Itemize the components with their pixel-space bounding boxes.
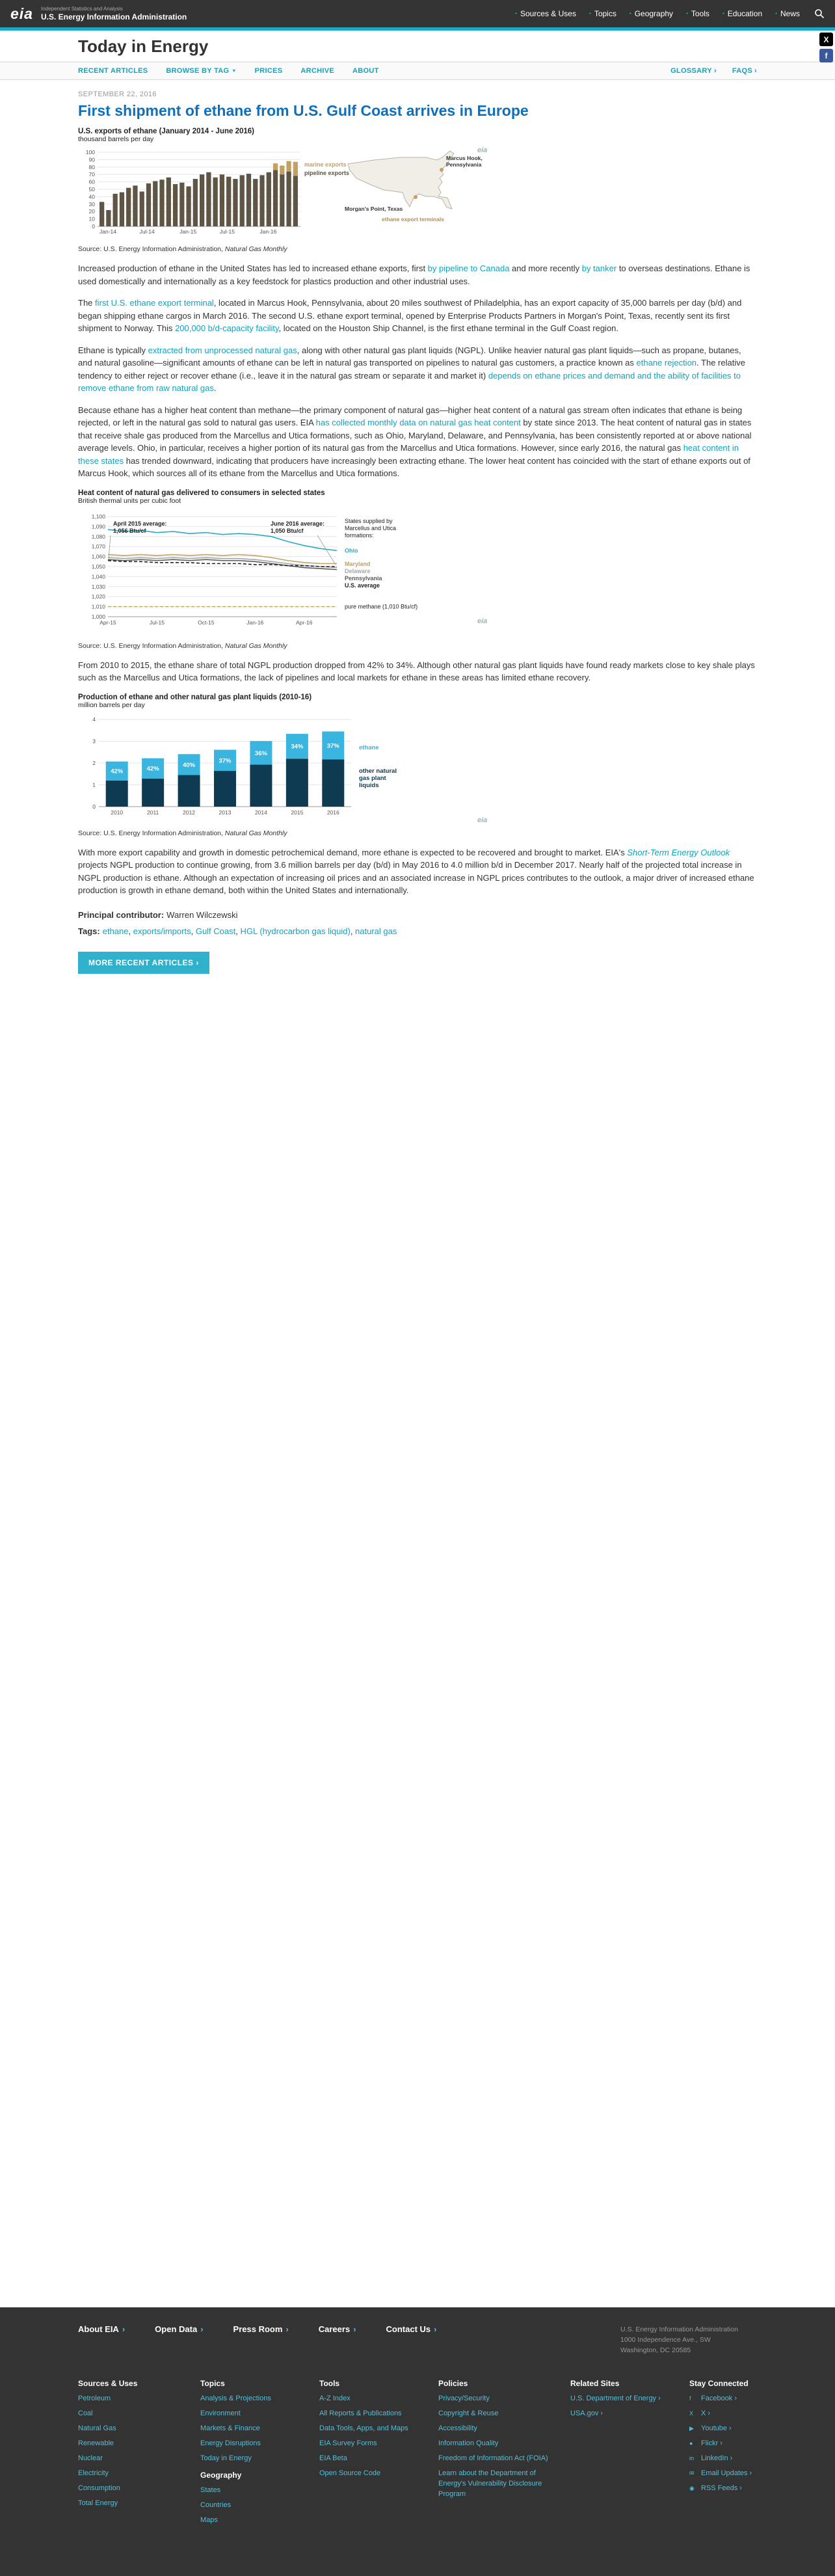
chevron-right-icon: › — [728, 2424, 732, 2433]
chart-source — [78, 642, 507, 650]
footer-link-facebook[interactable]: f Facebook › — [689, 2395, 737, 2403]
footer-col-heading: Related Sites — [570, 2379, 620, 2389]
header-nav-tools[interactable]: ▪ Tools — [686, 9, 709, 18]
footer-col-heading: Policies — [438, 2379, 468, 2389]
footer-link-freedom-of-information-act-foia[interactable]: Freedom of Information Act (FOIA) — [438, 2454, 548, 2463]
chevron-right-icon: › — [708, 2409, 711, 2418]
svg-text:42%: 42% — [111, 768, 124, 775]
footer-link-renewable[interactable]: Renewable — [78, 2439, 114, 2448]
svg-text:eia: eia — [477, 146, 488, 154]
footer-col-heading: Topics — [200, 2379, 225, 2389]
footer-link-press-room[interactable]: Press Room › — [233, 2324, 289, 2334]
svg-text:ethane export terminals: ethane export terminals — [382, 216, 444, 222]
chevron-right-icon: › — [713, 67, 717, 75]
svg-text:2013: 2013 — [219, 809, 232, 816]
tag-link-gulf-coast[interactable]: Gulf Coast — [195, 926, 236, 936]
footer-link-privacy-security[interactable]: Privacy/Security — [438, 2395, 490, 2403]
svg-text:2014: 2014 — [254, 809, 267, 816]
text-run: to overseas destinations. Ethane is used domestically and internationally as a key feedstock for plastics production and other industrial uses. — [78, 263, 750, 286]
text-run: by state since 2013. The heat content of natural gas in states that receive shale gas produced from the Marcellus and Utica formations, such as Ohio, Maryland, Delaware, and Pennsylvania, has been consistently reported at or above national average levels. Ohio, in particular, receives a higher portion of its natural gas from the Marcellus and Utica formations. However, since early 2016, the natural gas — [78, 418, 752, 453]
svg-text:Jan-16: Jan-16 — [259, 228, 277, 235]
svg-text:April 2015 average:: April 2015 average: — [113, 520, 167, 527]
footer-columns — [78, 2379, 757, 2530]
footer-col-related-sites — [570, 2379, 678, 2530]
footer-col-tools — [319, 2379, 427, 2530]
svg-text:U.S. average: U.S. average — [345, 582, 380, 589]
svg-text:2015: 2015 — [291, 809, 304, 816]
svg-text:70: 70 — [88, 171, 95, 178]
svg-text:2: 2 — [92, 759, 96, 766]
svg-text:1,030: 1,030 — [91, 583, 105, 590]
svg-text:pipeline exports: pipeline exports — [304, 170, 350, 176]
figure-ethane-exports — [78, 127, 507, 253]
svg-text:30: 30 — [88, 200, 95, 208]
footer-link-environment[interactable]: Environment — [200, 2409, 241, 2418]
banner — [0, 31, 835, 62]
text-run: Source: U.S. Energy Information Administration, — [78, 829, 225, 837]
inline-link[interactable]: by tanker — [581, 263, 617, 273]
nav-bullet-icon: ▪ — [775, 10, 777, 16]
footer-col-subheading: Geography — [200, 2470, 242, 2480]
chart-subtitle: million barrels per day — [78, 701, 145, 709]
chart-svg — [78, 710, 499, 827]
footer-link-consumption[interactable]: Consumption — [78, 2484, 120, 2492]
svg-text:Jan-14: Jan-14 — [99, 228, 116, 235]
nav-bullet-icon: ▪ — [686, 10, 688, 16]
inline-link[interactable]: ethane rejection — [636, 358, 697, 368]
svg-text:Pennsylvania: Pennsylvania — [345, 574, 382, 582]
footer-link-information-quality[interactable]: Information Quality — [438, 2439, 499, 2448]
tag-link-exports-imports[interactable]: exports/imports — [133, 926, 191, 936]
svg-text:1,080: 1,080 — [91, 533, 105, 540]
svg-text:Maryland: Maryland — [345, 560, 371, 567]
svg-text:10: 10 — [88, 215, 95, 222]
inline-link[interactable]: has collected monthly data on natural gas heat content — [315, 418, 521, 427]
svg-text:marine exports: marine exports — [304, 161, 347, 168]
footer-col-heading: Sources & Uses — [78, 2379, 138, 2389]
footer-link-total-energy[interactable]: Total Energy — [78, 2499, 118, 2507]
svg-text:37%: 37% — [326, 742, 339, 749]
text-run: and more recently — [509, 263, 582, 273]
figure-heat-content — [78, 489, 507, 650]
svg-text:2012: 2012 — [183, 809, 196, 816]
svg-text:formations:: formations: — [345, 531, 374, 539]
footer-link-states[interactable]: States — [200, 2486, 221, 2494]
svg-text:Jul-15: Jul-15 — [219, 228, 235, 235]
footer-link-about-eia[interactable]: About EIA › — [78, 2324, 126, 2334]
email-icon: ✉ — [689, 2469, 695, 2476]
footer-link-energy-disruptions[interactable]: Energy Disruptions — [200, 2439, 261, 2448]
inline-link[interactable]: by pipeline to Canada — [427, 263, 510, 273]
logo-tagline: Independent Statistics and Analysis — [40, 6, 123, 12]
svg-text:Jul-14: Jul-14 — [139, 228, 155, 235]
chevron-right-icon: › — [434, 2324, 437, 2334]
svg-text:0: 0 — [92, 803, 96, 810]
footer-link-petroleum[interactable]: Petroleum — [78, 2395, 111, 2403]
svg-text:Apr-16: Apr-16 — [295, 619, 313, 626]
article-paragraph — [78, 846, 757, 897]
article-paragraph — [78, 344, 757, 395]
footer-link-careers[interactable]: Careers › — [318, 2324, 356, 2334]
tag-link-ethane[interactable]: ethane — [102, 926, 129, 936]
header-nav — [515, 9, 800, 18]
article — [78, 80, 757, 974]
footer-link-countries[interactable]: Countries — [200, 2501, 232, 2509]
chart-svg — [78, 506, 499, 640]
svg-text:1,090: 1,090 — [91, 522, 105, 530]
svg-text:Marcus Hook,: Marcus Hook, — [446, 155, 483, 161]
svg-text:90: 90 — [88, 156, 95, 163]
chevron-right-icon: › — [754, 67, 757, 75]
footer-link-email-updates[interactable]: ✉ Email Updates › — [689, 2469, 752, 2477]
tag-link-natural-gas[interactable]: natural gas — [355, 926, 397, 936]
ethane-exports-chart[interactable] — [78, 144, 507, 243]
chevron-right-icon: › — [730, 2454, 733, 2463]
text-run: , located on the Houston Ship Channel, is the first ethane terminal in the Gulf Coast region. — [278, 323, 619, 333]
contributor-row — [78, 910, 757, 920]
facebook-share-icon[interactable]: f — [819, 49, 833, 62]
chevron-right-icon: › — [739, 2484, 742, 2492]
text-run: . — [213, 383, 217, 393]
svg-text:1,000: 1,000 — [91, 613, 105, 620]
chart-source — [78, 829, 507, 837]
footer-address — [620, 2324, 757, 2356]
search-icon[interactable] — [814, 8, 825, 19]
contributor-label: Principal contributor: — [78, 909, 165, 920]
tags-label: Tags: — [78, 926, 100, 936]
svg-text:Delaware: Delaware — [345, 567, 371, 574]
subnav-faqs[interactable]: FAQS › — [732, 67, 757, 75]
site-section-title: Today in Energy — [78, 36, 209, 56]
x-icon: X — [689, 2410, 694, 2417]
text-run: With more export capability and growth in domestic petrochemical demand, more ethane is expected to be recovered and brought to market. EIA's — [78, 847, 628, 857]
svg-text:0: 0 — [92, 223, 95, 230]
site-header — [0, 0, 835, 27]
subnav-browse-by-tag[interactable]: BROWSE BY TAG ▼ — [166, 67, 237, 75]
header-nav-news[interactable]: ▪ News — [775, 9, 800, 18]
inline-link[interactable]: first U.S. ethane export terminal — [95, 298, 214, 308]
header-nav-geography[interactable]: ▪ Geography — [629, 9, 674, 18]
footer-link-analysis-projections[interactable]: Analysis & Projections — [200, 2395, 271, 2403]
chart-subtitle: British thermal units per cubic foot — [78, 496, 181, 505]
nav-bullet-icon: ▪ — [629, 10, 631, 16]
svg-text:June 2016 average:: June 2016 average: — [271, 520, 325, 527]
subnav-recent-articles[interactable]: RECENT ARTICLES — [78, 67, 148, 75]
spacer — [0, 974, 835, 2307]
contributor-name: Warren Wilczewski — [166, 909, 238, 920]
nav-bullet-icon: ▪ — [722, 10, 724, 16]
tags-list: ethane, exports/imports, Gulf Coast, HGL (hydrocarbon gas liquid), natural gas — [102, 926, 397, 936]
text-run: has trended downward, indicating that producers have increasingly been extracting ethane. The lower heat content has coincided with the start of ethane exports out of Marcus Hook, which sources all of its ethane from the Marcellus and Utica formations. — [78, 455, 750, 478]
svg-text:eia: eia — [477, 617, 488, 625]
address-line: Washington, DC 20585 — [620, 2346, 691, 2355]
svg-text:1,056 Btu/cf: 1,056 Btu/cf — [113, 527, 146, 534]
eia-logo[interactable] — [10, 5, 187, 23]
inline-link[interactable]: Short-Term Energy Outlook — [627, 847, 730, 857]
svg-text:ethane: ethane — [359, 744, 379, 751]
svg-text:Marcellus and Utica: Marcellus and Utica — [345, 524, 397, 531]
svg-text:1,020: 1,020 — [91, 593, 105, 600]
svg-text:Jul-15: Jul-15 — [149, 619, 165, 626]
footer-link-linkedin[interactable]: in LinkedIn › — [689, 2454, 733, 2463]
text-run: . The relative tendency to either reject or recover ethane (i.e., leave it in the natural gas stream or separate it and market it) — [78, 358, 745, 381]
footer-link-x[interactable]: X X › — [689, 2409, 711, 2418]
footer-link-contact-us[interactable]: Contact Us › — [386, 2324, 437, 2334]
svg-text:liquids: liquids — [359, 781, 379, 789]
footer-link-natural-gas[interactable]: Natural Gas — [78, 2424, 116, 2433]
subnav-glossary[interactable]: GLOSSARY › — [670, 67, 717, 75]
nav-bullet-icon: ▪ — [515, 10, 517, 16]
chevron-right-icon: › — [658, 2395, 661, 2403]
svg-text:1,050: 1,050 — [91, 563, 105, 570]
svg-text:80: 80 — [88, 163, 95, 170]
rss-icon: ◉ — [689, 2484, 695, 2491]
heat-content-chart[interactable] — [78, 506, 507, 640]
nav-bullet-icon: ▪ — [589, 10, 591, 16]
footer-link-copyright-reuse[interactable]: Copyright & Reuse — [438, 2409, 499, 2418]
chart-title: U.S. exports of ethane (January 2014 - June 2016) — [78, 127, 254, 135]
address-line: 1000 Independence Ave., SW — [620, 2335, 711, 2344]
logo-captions — [41, 6, 187, 21]
chart-source — [78, 245, 507, 253]
svg-text:Jan-16: Jan-16 — [246, 619, 264, 626]
svg-text:Pennsylvania: Pennsylvania — [446, 161, 482, 168]
address-line: U.S. Energy Information Administration — [620, 2325, 738, 2333]
flickr-icon: ● — [689, 2440, 693, 2447]
youtube-icon: ▶ — [689, 2425, 694, 2432]
svg-text:Jan-15: Jan-15 — [179, 228, 197, 235]
svg-text:1,100: 1,100 — [91, 513, 105, 520]
article-paragraph — [78, 297, 757, 335]
chevron-right-icon: › — [600, 2409, 603, 2418]
footer-link-u-s-department-of-energy[interactable]: U.S. Department of Energy › — [570, 2395, 661, 2403]
svg-text:60: 60 — [88, 178, 95, 185]
figure-ngpl-production — [78, 693, 507, 837]
svg-text:20: 20 — [88, 208, 95, 215]
facebook-icon: f — [689, 2395, 691, 2402]
subnav-right — [670, 67, 757, 75]
text-run: Source: U.S. Energy Information Administration, — [78, 245, 225, 253]
chevron-right-icon: › — [122, 2324, 126, 2334]
footer-link-maps[interactable]: Maps — [200, 2516, 218, 2524]
footer-col-topics — [200, 2379, 308, 2530]
text-run: Natural Gas Monthly — [224, 829, 287, 837]
chart-title: Heat content of natural gas delivered to consumers in selected states — [78, 489, 325, 497]
subnav-about[interactable]: ABOUT — [352, 67, 379, 75]
text-run: , along with other natural gas plant liquids (NGPL). Unlike heavier natural gas plant liquids—such as propane, butanes, and natural gasoline—significant amounts of ethane can be left in natural gas transported on pipelines to natural gas customers, a practice known as — [78, 345, 741, 368]
text-run: Natural Gas Monthly — [224, 641, 287, 650]
header-nav-education[interactable]: ▪ Education — [722, 9, 763, 18]
article-paragraph — [78, 404, 757, 480]
svg-text:2011: 2011 — [147, 809, 159, 816]
tags-row — [78, 926, 757, 936]
text-run: Natural Gas Monthly — [224, 245, 287, 253]
footer-link-a-z-index[interactable]: A-Z Index — [319, 2395, 351, 2403]
article-paragraph — [78, 659, 757, 684]
footer-link-eia-beta[interactable]: EIA Beta — [319, 2454, 347, 2463]
eia-logo-text: eia — [10, 5, 33, 22]
svg-text:4: 4 — [92, 716, 96, 723]
footer-link-markets-finance[interactable]: Markets & Finance — [200, 2424, 260, 2433]
svg-text:1: 1 — [92, 781, 96, 788]
inline-link[interactable]: 200,000 b/d-capacity facility — [175, 323, 279, 333]
chevron-right-icon: › — [285, 2324, 289, 2334]
svg-text:42%: 42% — [146, 765, 159, 773]
inline-link[interactable]: depends on ethane prices and demand and the ability of facilities to remove ethane from raw natural gas — [78, 370, 741, 393]
footer-link-data-tools-apps-and-maps[interactable]: Data Tools, Apps, and Maps — [319, 2424, 408, 2433]
footer-col-policies — [438, 2379, 559, 2530]
footer-col-sources-uses — [78, 2379, 189, 2530]
article-paragraph — [78, 262, 757, 288]
footer-link-today-in-energy[interactable]: Today in Energy — [200, 2454, 252, 2463]
svg-text:pure methane (1,010 Btu/cf): pure methane (1,010 Btu/cf) — [345, 603, 418, 610]
linkedin-icon: in — [689, 2455, 695, 2462]
footer-link-electricity[interactable]: Electricity — [78, 2469, 109, 2477]
svg-text:1,070: 1,070 — [91, 543, 105, 550]
svg-text:Apr-15: Apr-15 — [99, 619, 116, 626]
svg-text:Ohio: Ohio — [345, 546, 358, 554]
x-share-icon[interactable]: X — [819, 33, 833, 46]
svg-text:40%: 40% — [183, 761, 196, 769]
chart-title: Production of ethane and other natural gas plant liquids (2010-16) — [78, 693, 312, 701]
svg-text:2010: 2010 — [111, 809, 124, 816]
svg-text:37%: 37% — [219, 757, 232, 764]
inline-link[interactable]: extracted from unprocessed natural gas — [148, 345, 297, 355]
ngpl-production-chart[interactable] — [78, 710, 507, 827]
tag-link-hgl-hydrocarbon-gas-liquid[interactable]: HGL (hydrocarbon gas liquid) — [240, 926, 351, 936]
svg-text:34%: 34% — [291, 743, 304, 751]
svg-text:1,050 Btu/cf: 1,050 Btu/cf — [271, 527, 304, 534]
svg-text:Morgan's Point, Texas: Morgan's Point, Texas — [345, 206, 403, 212]
footer-link-flickr[interactable]: ● Flickr › — [689, 2439, 722, 2448]
svg-text:other natural: other natural — [359, 767, 397, 775]
footer-link-nuclear[interactable]: Nuclear — [78, 2454, 103, 2463]
share-rail — [819, 33, 833, 62]
chevron-right-icon: › — [353, 2324, 356, 2334]
footer-link-youtube[interactable]: ▶ Youtube › — [689, 2424, 732, 2433]
magnifier-glyph — [814, 8, 825, 19]
footer-link-usa-gov[interactable]: USA.gov › — [570, 2409, 603, 2418]
svg-text:50: 50 — [88, 186, 95, 193]
svg-text:40: 40 — [88, 193, 95, 200]
svg-text:3: 3 — [92, 738, 96, 744]
subnav — [0, 62, 835, 80]
footer-top-links — [78, 2324, 437, 2334]
footer-col-heading: Tools — [319, 2379, 340, 2389]
inline-link[interactable]: heat content in these states — [78, 443, 739, 466]
header-nav-topics[interactable]: ▪ Topics — [589, 9, 616, 18]
chevron-right-icon: › — [720, 2439, 722, 2448]
chart-svg — [78, 144, 499, 243]
logo-org-name: U.S. Energy Information Administration — [40, 12, 187, 21]
more-recent-articles-button[interactable]: MORE RECENT ARTICLES › — [78, 952, 209, 974]
svg-text:eia: eia — [477, 816, 488, 824]
chevron-right-icon: › — [749, 2469, 752, 2477]
footer-link-learn-about-the-department-of-energy-s-vulnerability-disclosure-program[interactable]: Learn about the Department of Energy's Vulnerability Disclosure Program — [438, 2469, 542, 2498]
text-run: Because ethane has a higher heat content than methane—the primary component of natural gas—higher heat content of a natural gas stream often indicates that ethane is being rejected, or left in the natural gas sold to natural gas users. EIA — [78, 405, 743, 427]
svg-text:gas plant: gas plant — [359, 774, 386, 782]
site-footer — [0, 2307, 835, 2576]
chevron-down-icon: ▼ — [232, 69, 237, 74]
footer-link-open-source-code[interactable]: Open Source Code — [319, 2469, 381, 2477]
footer-link-open-data[interactable]: Open Data › — [155, 2324, 204, 2334]
footer-link-coal[interactable]: Coal — [78, 2409, 93, 2418]
header-nav-sources-uses[interactable]: ▪ Sources & Uses — [515, 9, 576, 18]
text-run: projects NGPL production to continue growing, from 3.6 million barrels per day (b/d) in May 2016 to 4.0 million b/d in December 2017. Nearly half of the projected total increase in NGPL production is ethane. Although an expectation of increasing oil prices and an associated increase in NGPL prices contributes to the outlook, a major driver of increased ethane production is growth in ethane demand, both within the United States and internationally. — [78, 860, 754, 895]
svg-text:2016: 2016 — [326, 809, 339, 816]
chevron-right-icon: › — [734, 2395, 737, 2403]
text-run: The — [78, 298, 96, 308]
svg-text:States supplied by: States supplied by — [345, 517, 393, 524]
article-title: First shipment of ethane from U.S. Gulf Coast arrives in Europe — [78, 102, 529, 119]
svg-text:1,040: 1,040 — [91, 572, 105, 580]
footer-link-all-reports-publications[interactable]: All Reports & Publications — [319, 2409, 402, 2418]
chevron-right-icon: › — [200, 2324, 204, 2334]
svg-text:1,060: 1,060 — [91, 553, 105, 560]
footer-link-accessibility[interactable]: Accessibility — [438, 2424, 477, 2433]
text-run: Source: U.S. Energy Information Administration, — [78, 641, 225, 650]
footer-top — [78, 2324, 757, 2368]
text-run: Increased production of ethane in the United States has led to increased ethane exports, first — [78, 263, 428, 273]
chart-subtitle: thousand barrels per day — [78, 135, 154, 143]
footer-link-rss-feeds[interactable]: ◉ RSS Feeds › — [689, 2484, 742, 2492]
text-run: , located in Marcus Hook, Pennsylvania, about 20 miles southwest of Philadelphia, has an export capacity of 35,000 barrels per day (b/d) and began shipping ethane cargos in March 2016. The second U.S. ethane export terminal, opened by Enterprise Products Partners in Morgan's Point, Texas, recently sent its first shipment to Norway. This — [78, 298, 742, 333]
svg-text:36%: 36% — [254, 749, 267, 757]
footer-col-stay-connected — [689, 2379, 787, 2530]
subnav-archive[interactable]: ARCHIVE — [300, 67, 334, 75]
text-run: From 2010 to 2015, the ethane share of total NGPL production dropped from 42% to 34%. Although other natural gas plant liquids have found ready markets close to key shale plays such as the Marcellus and Utica formations, the lack of pipelines and local markets for ethane in these areas has limited ethane recovery. — [78, 660, 755, 682]
svg-text:Oct-15: Oct-15 — [198, 619, 215, 626]
article-date: SEPTEMBER 22, 2016 — [78, 90, 157, 98]
svg-text:100: 100 — [85, 149, 95, 155]
footer-col-heading: Stay Connected — [689, 2379, 749, 2389]
svg-text:1,010: 1,010 — [91, 603, 105, 610]
footer-link-eia-survey-forms[interactable]: EIA Survey Forms — [319, 2439, 377, 2448]
subnav-prices[interactable]: PRICES — [254, 67, 283, 75]
text-run: Ethane is typically — [78, 345, 148, 355]
subnav-left — [78, 67, 379, 75]
